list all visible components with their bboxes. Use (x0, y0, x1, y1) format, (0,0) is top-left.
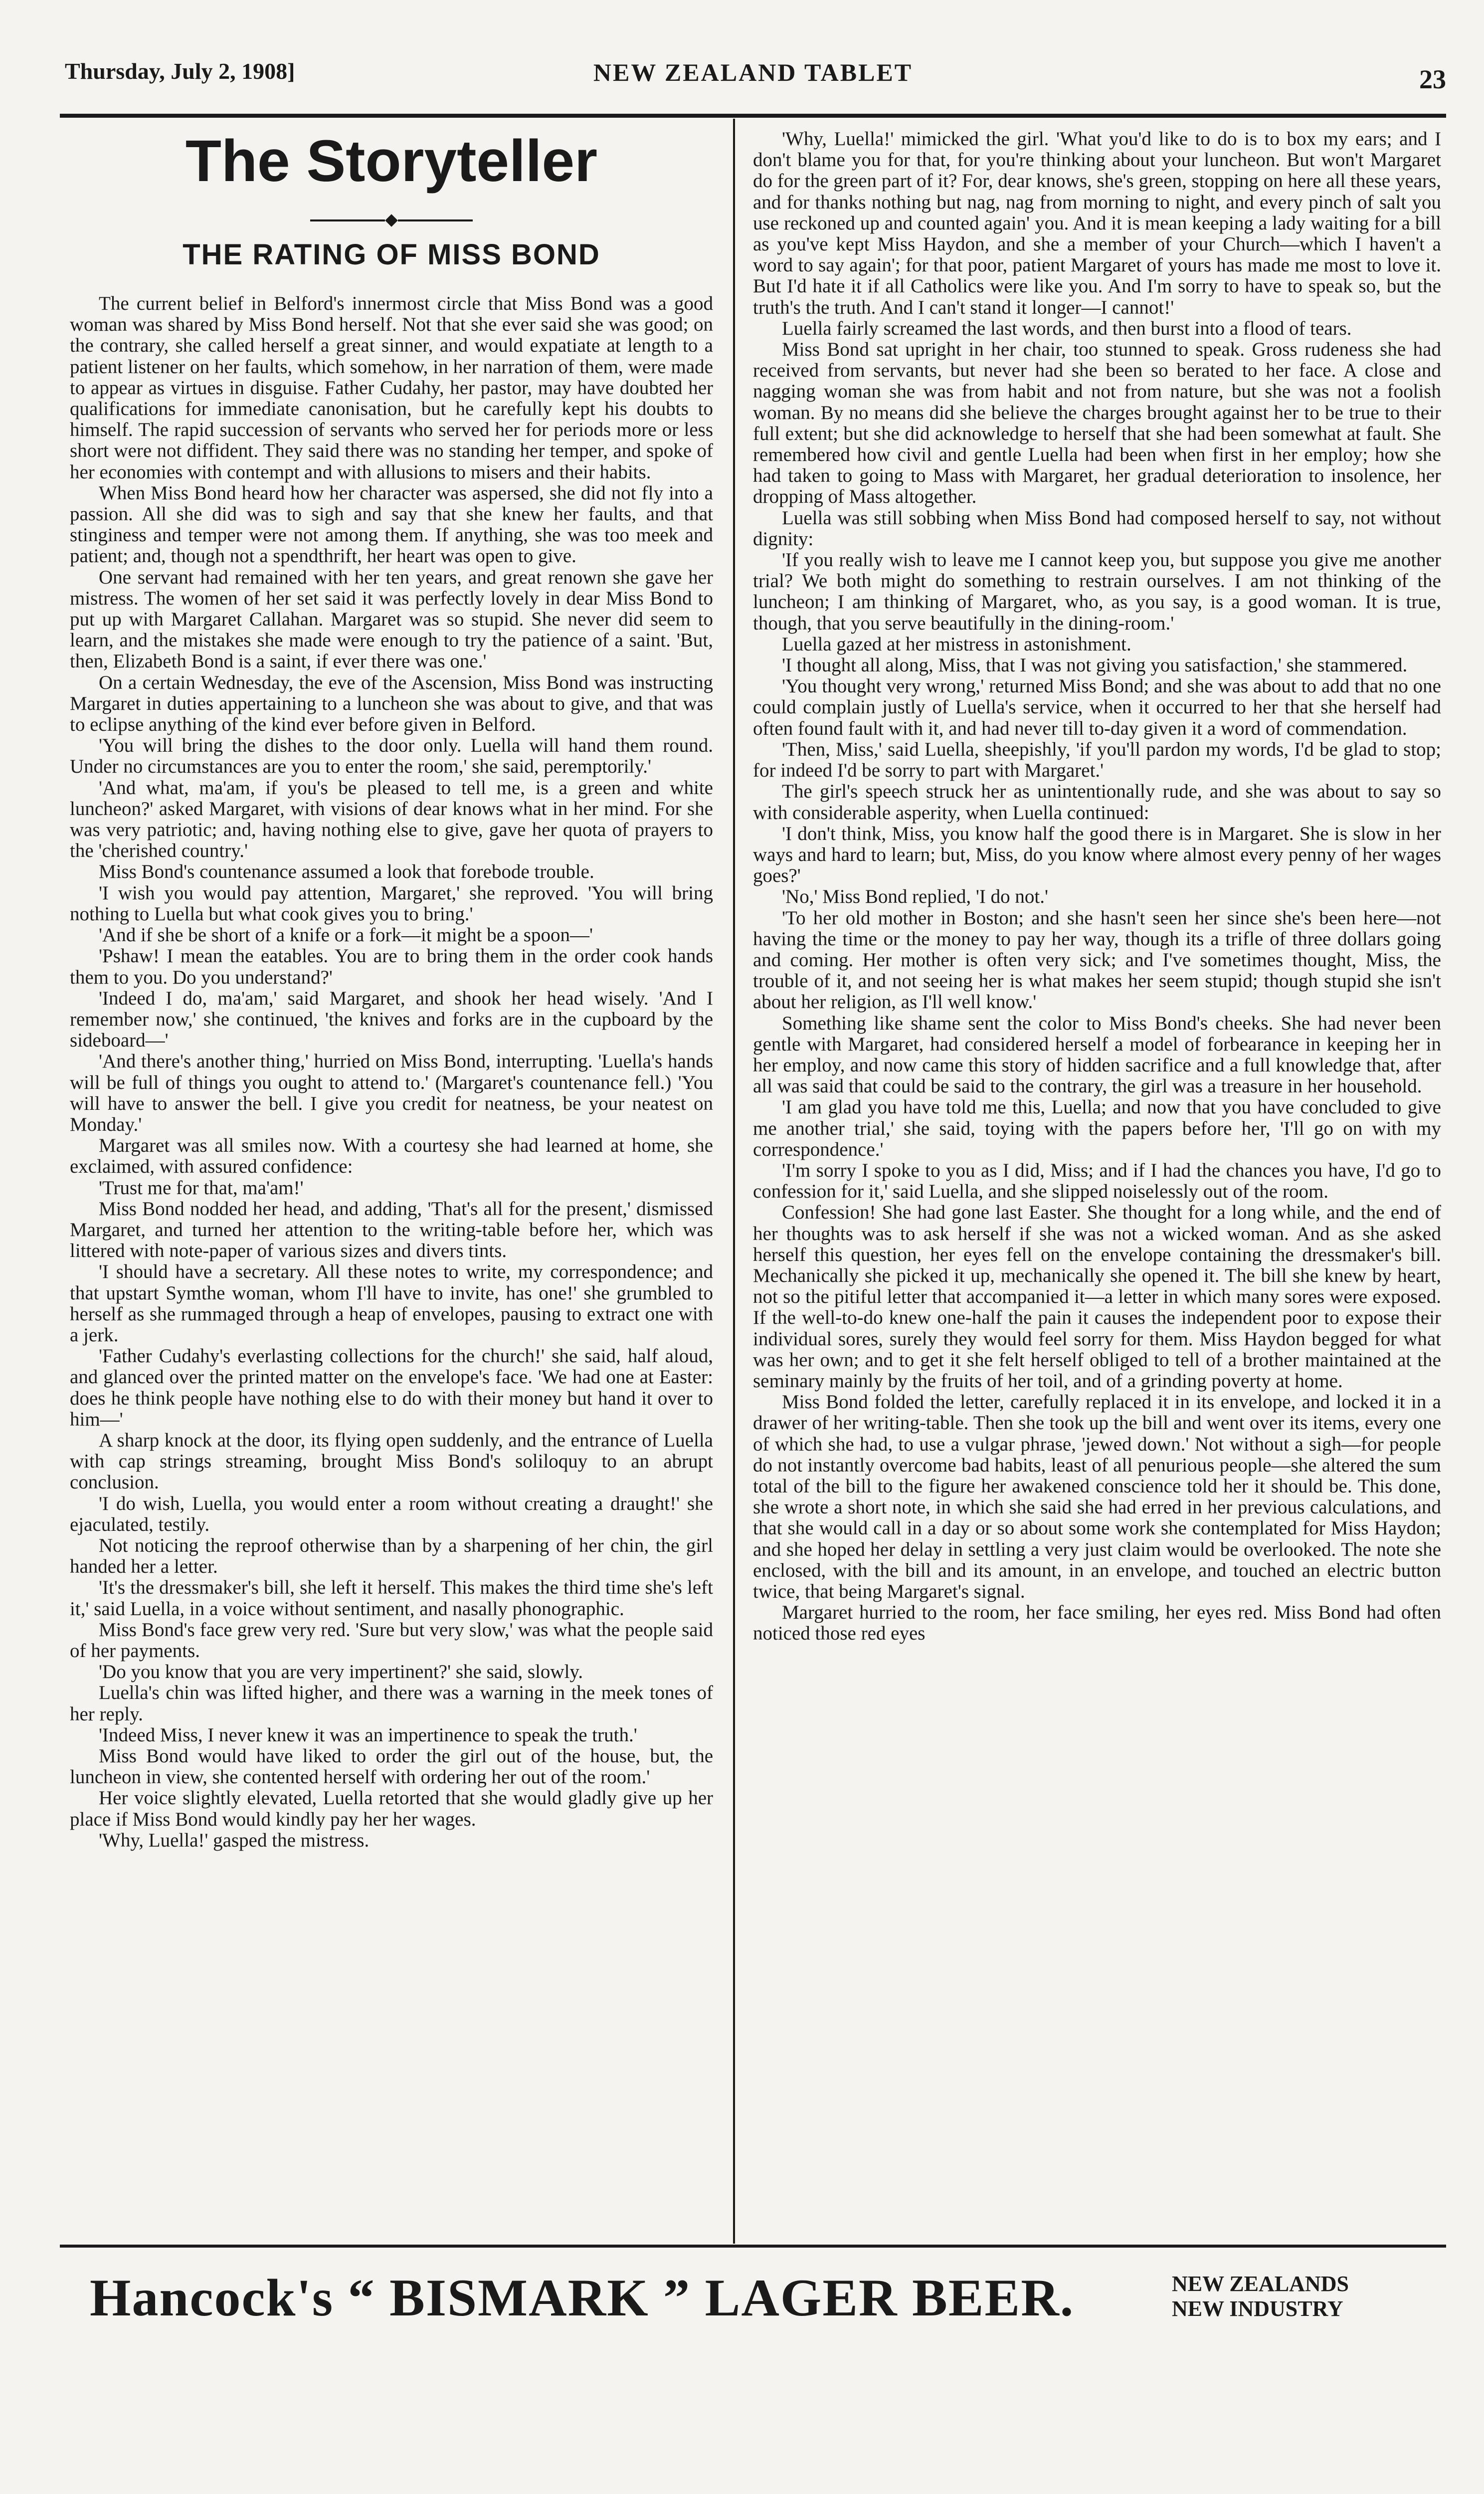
ad-headline: Hancock's “ BISMARK ” LAGER BEER. (90, 2269, 1075, 2327)
article-paragraph: 'I don't think, Miss, you know half the good there is in Margaret. She is slow in her ways and hard to learn; but, Miss, do you know where almost every penny of her wages goes?' (753, 823, 1441, 887)
advertisement (60, 2245, 1446, 2347)
story-title: THE RATING OF MISS BOND (183, 238, 600, 271)
article-paragraph: 'Why, Luella!' gasped the mistress. (99, 1829, 370, 1851)
article-paragraph: 'Pshaw! I mean the eatables. You are to bring them in the order cook hands them to you. Do you understand?' (70, 945, 713, 988)
article-paragraph: Margaret hurried to the room, her face smiling, her eyes red. Miss Bond had often noticed those red eyes (753, 1602, 1441, 1645)
article-paragraph: Miss Bond folded the letter, carefully replaced it in its envelope, and locked it in a drawer of her writing-table. Then she took up the bill and went over its items, every one of which she had, to use a vulgar phrase, 'jewed down.' Not without a sigh—for people do not instantly overcome bad habits, least of all penurious people—she altered the sum total of the bill to the figure her awakened conscience told her it should be. This done, she wrote a short note, in which she said she had erred in her previous calculations, and that she would call in a day or so about some work she contemplated for Miss Haydon; and she hoped her delay in settling a very just claim would be overlooked. The note she enclosed, with the bill and its amount, in an envelope, and touched an electric button twice, that being Margaret's signal. (753, 1391, 1441, 1603)
column-divider (733, 119, 735, 2244)
article-paragraph: 'I'm sorry I spoke to you as I did, Miss; and if I had the chances you have, I'd go to confession for it,' said Luella, and she slipped noiselessly out of the room. (753, 1159, 1441, 1203)
article-paragraph: 'Indeed Miss, I never knew it was an impertinence to speak the truth.' (99, 1724, 637, 1746)
article-paragraph: Miss Bond's countenance assumed a look that forebode trouble. (99, 861, 594, 883)
article-paragraph: One servant had remained with her ten years, and great renown she gave her mistress. The women of her set said it was perfectly lovely in dear Miss Bond to put up with Margaret Callahan. Margaret was so stupid. She never did seem to learn, and the mistakes she made were enough to try the patience of a saint. 'But, then, Elizabeth Bond is a saint, if ever there was one.' (70, 566, 713, 672)
article-paragraph: Her voice slightly elevated, Luella retorted that she would gladly give up her place if Miss Bond would kindly pay her her wages. (70, 1787, 713, 1830)
article-paragraph: 'Father Cudahy's everlasting collections for the church!' she said, half aloud, and glanced over the printed matter on the envelope's face. 'We had one at Easter: does he think people have nothing else to do with their money but hand it over to him—' (70, 1345, 713, 1430)
article-paragraph: 'I wish you would pay attention, Margaret,' she reproved. 'You will bring nothing to Luella but what cook gives you to bring.' (70, 882, 713, 925)
article-paragraph: The current belief in Belford's innermost circle that Miss Bond was a good woman was shared by Miss Bond herself. Not that she ever said she was good; on the contrary, she called herself a great sinner, and would expatiate at length to a patient listener on her faults, which somehow, in her narration of them, were made to appear as virtues in disguise. Father Cudahy, her pastor, may have doubted her qualifications for immediate canonisation, but he carefully kept his doubts to himself. The rapid succession of servants who served her for periods more or less short were not diffident. They said there was no standing her temper, and spoke of her economies with contempt and with allusions to misers and their habits. (70, 293, 713, 483)
article-paragraph: 'Why, Luella!' mimicked the girl. 'What you'd like to do is to box my ears; and I don't blame you for that, for you're thinking about your luncheon. But won't Margaret do for the green part of it? For, dear knows, she's green, stopping on here all these years, and for thanks nothing but nag, nag from morning to night, and every pinch of salt you use reckoned up and counted again' you. And it is mean keeping a lady waiting for a bill as you've kept Miss Haydon, and she a member of your Church—which I haven't a word to say again'; for that poor, patient Margaret of yours has made me most to love it. But I'd hate it if all Catholics were like you. And I'm sorry to have to speak so, but the truth's the truth. And I can't stand it longer—I cannot!' (753, 128, 1441, 318)
article-paragraph: When Miss Bond heard how her character was aspersed, she did not fly into a passion. All she did was to sigh and say that she knew her faults, and that stinginess and temper were not among them. If anything, she was too meek and patient; and, though not a spendthrift, her heart was open to give. (70, 482, 713, 567)
issue-date: Thursday, July 2, 1908] (65, 58, 295, 84)
article-paragraph: 'I should have a secretary. All these notes to write, my correspondence; and that upstart Symthe woman, whom I'll have to invite, has one!' she grumbled to herself as she rummaged through a heap of envelopes, pausing to extract one with a jerk. (70, 1261, 713, 1346)
article-paragraph: Not noticing the reproof otherwise than by a sharpening of her chin, the girl handed her a letter. (70, 1534, 713, 1578)
left-column-body (70, 293, 713, 1851)
ad-tagline (1172, 2272, 1349, 2321)
article-paragraph: 'Then, Miss,' said Luella, sheepishly, 'if you'll pardon my words, I'd be glad to stop; for indeed I'd be sorry to part with Margaret.' (753, 738, 1441, 782)
right-column (753, 129, 1441, 1645)
article-paragraph: Miss Bond nodded her head, and adding, 'That's all for the present,' dismissed Margaret, and turned her attention to the writing-table before her, which was littered with note-paper of various sizes and divers tints. (70, 1198, 713, 1262)
article-paragraph: Luella's chin was lifted higher, and there was a warning in the meek tones of her reply. (70, 1682, 713, 1725)
section-title: The Storyteller (185, 128, 598, 194)
title-ornament (70, 215, 713, 225)
article-paragraph: 'I thought all along, Miss, that I was not giving you satisfaction,' she stammered. (782, 654, 1408, 676)
article-paragraph: Miss Bond's face grew very red. 'Sure but very slow,' was what the people said of her payments. (70, 1619, 713, 1662)
right-column-body (753, 129, 1441, 1645)
article-paragraph: Luella fairly screamed the last words, and then burst into a flood of tears. (782, 317, 1352, 339)
ornament-rule (310, 219, 385, 221)
ad-tagline-line: NEW INDUSTRY (1172, 2296, 1343, 2321)
article-paragraph: 'And what, ma'am, if you's be pleased to tell me, is a green and white luncheon?' asked Margaret, with visions of dear knows what in her mind. For she was very patriotic; and, having nothing else to give, gave her quota of prayers to the 'cherished country.' (70, 777, 713, 862)
article-paragraph: A sharp knock at the door, its flying open suddenly, and the entrance of Luella with cap strings streaming, brought Miss Bond's soliloquy to an abrupt conclusion. (70, 1429, 713, 1493)
article-paragraph: 'I do wish, Luella, you would enter a room without creating a draught!' she ejaculated, testily. (70, 1492, 713, 1535)
article-paragraph: 'Do you know that you are very impertinent?' she said, slowly. (99, 1661, 583, 1683)
article-paragraph: 'You will bring the dishes to the door only. Luella will hand them round. Under no circumstances are you to enter the room,' she said, peremptorily.' (70, 735, 713, 778)
ornament-diamond-icon (385, 214, 397, 226)
article-paragraph: 'And there's another thing,' hurried on Miss Bond, interrupting. 'Luella's hands will be full of things you ought to attend to.' (Margaret's countenance fell.) 'You will have to answer the bell. I give you credit for neatness, be your neatest on Monday.' (70, 1050, 713, 1135)
masthead (60, 54, 1446, 118)
article-paragraph: Miss Bond would have liked to order the girl out of the house, but, the luncheon in view, she contented herself with ordering her out of the room.' (70, 1745, 713, 1788)
article-paragraph: Miss Bond sat upright in her chair, too stunned to speak. Gross rudeness she had received from servants, but never had she been so berated to her face. A close and nagging woman she was from habit and not from nature, but she was not a foolish woman. By no means did she believe the charges brought against her to be true to their full extent; but she did acknowledge to herself that she had been somewhat at fault. She remembered how civil and gentle Luella had been when first in her employ; how she had taken to going to Mass with Margaret, her gradual deterioration to insolence, her dropping of Mass altogether. (753, 339, 1441, 508)
article-paragraph: Luella was still sobbing when Miss Bond had composed herself to say, not without dignity: (753, 507, 1441, 550)
article-paragraph: Margaret was all smiles now. With a courtesy she had learned at home, she exclaimed, with assured confidence: (70, 1135, 713, 1178)
article-paragraph: Confession! She had gone last Easter. She thought for a long while, and the end of her thoughts was to ask herself if she was not a wicked woman. And as she asked herself this question, her eyes fell on the envelope containing the dressmaker's bill. Mechanically she picked it up, mechanically she opened it. The bill she knew by heart, not so the pitiful letter that accompanied it—a letter in which many sores were exposed. If the well-to-do knew one-half the pain it causes the independent poor to expose their individual sores, surely they would feel sorry for them. Miss Haydon begged for what was her own; and to get it she felt herself obliged to tell of a brother maintained at the seminary mainly by the fruits of her toil, and of a grinding poverty at home. (753, 1202, 1441, 1392)
article-paragraph: 'If you really wish to leave me I cannot keep you, but suppose you give me another trial? We both might do something to restrain ourselves. I am not thinking of the luncheon; I am thinking of Margaret, who, as you say, is a good woman. It is true, though, that you serve beautifully in the dining-room.' (753, 549, 1441, 634)
article-paragraph: 'To her old mother in Boston; and she hasn't seen her since she's been here—not having the time or the money to pay her way, though its a trifle of three dollars going and coming. Her mother is often very sick; and I've sometimes thought, Miss, the trouble of it, and not seeing her is what makes her seem stupid; though stupid she isn't about her religion, as I'll well know.' (753, 907, 1441, 1013)
article-paragraph: 'No,' Miss Bond replied, 'I do not.' (782, 886, 1049, 908)
article-paragraph: 'And if she be short of a knife or a fork—it might be a spoon—' (99, 924, 593, 946)
ad-tagline-line: NEW ZEALANDS (1172, 2272, 1349, 2296)
article-paragraph: On a certain Wednesday, the eve of the Ascension, Miss Bond was instructing Margaret in duties appertaining to a luncheon she was about to give, and that was to eclipse anything of the kind ever before given in Belford. (70, 671, 713, 736)
article-paragraph: 'I am glad you have told me this, Luella; and now that you have concluded to give me another trial,' she said, toying with the papers before her, 'I'll go on with my correspondence.' (753, 1096, 1441, 1160)
article-paragraph: 'You thought very wrong,' returned Miss Bond; and she was about to add that no one could complain justly of Luella's service, when it occurred to her that she herself had often found fault with it, and had never till to-day given it a word of commendation. (753, 675, 1441, 739)
left-column (70, 129, 713, 1851)
ornament-rule (398, 219, 473, 221)
article-paragraph: The girl's speech struck her as unintentionally rude, and she was about to say so with considerable asperity, when Luella continued: (753, 781, 1441, 824)
page-number: 23 (1419, 64, 1446, 94)
article-paragraph: Something like shame sent the color to Miss Bond's cheeks. She had never been gentle with Margaret, had considered herself a model of forbearance in keeping her in her employ, and now came this story of hidden sacrifice and a full knowledge that, after all was said that could be said to the contrary, the girl was a treasure in her household. (753, 1012, 1441, 1097)
publication-title: NEW ZEALAND TABLET (593, 58, 913, 86)
article-paragraph: 'Trust me for that, ma'am!' (99, 1177, 304, 1199)
article-paragraph: Luella gazed at her mistress in astonishment. (782, 633, 1131, 655)
article-paragraph: 'It's the dressmaker's bill, she left it herself. This makes the third time she's left it,' said Luella, in a voice without sentiment, and nasally phonographic. (70, 1577, 713, 1620)
article-paragraph: 'Indeed I do, ma'am,' said Margaret, and shook her head wisely. 'And I remember now,' she continued, 'the knives and forks are in the cupboard by the sideboard—' (70, 987, 713, 1051)
